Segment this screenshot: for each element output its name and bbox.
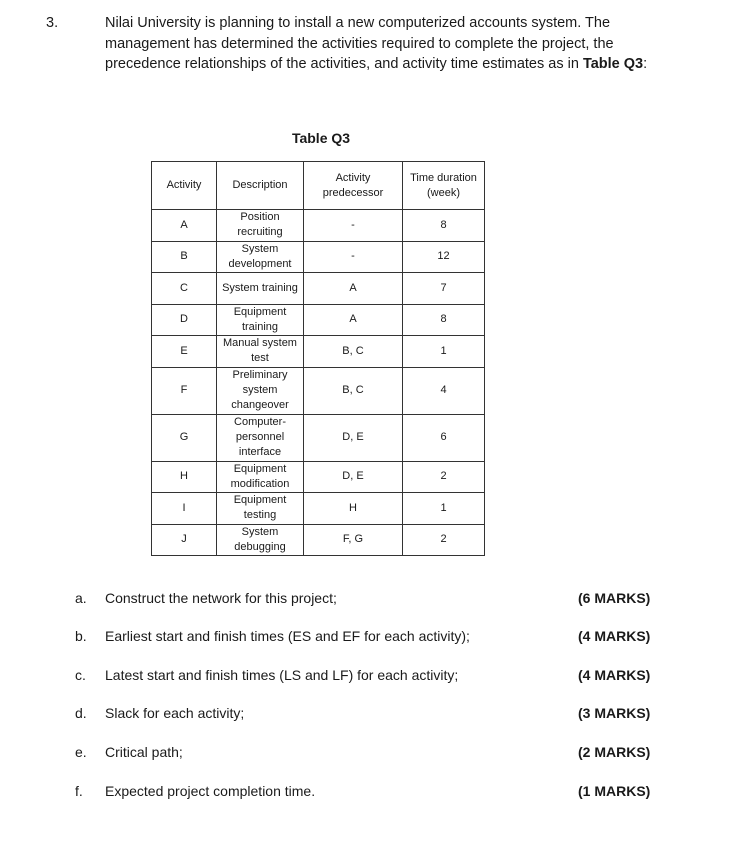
intro-end: : [643, 56, 648, 72]
cell-duration: 2 [403, 524, 485, 556]
cell-predecessor: A [304, 273, 403, 305]
activity-table [151, 161, 485, 556]
subquestion-d [0, 705, 750, 725]
subquestion-marks: (2 MARKS) [578, 744, 651, 760]
cell-description: Preliminary system changeover [217, 367, 304, 414]
cell-activity: C [152, 273, 217, 305]
cell-duration: 4 [403, 367, 485, 414]
subquestion-marks: (3 MARKS) [578, 705, 651, 721]
subquestion-marks: (1 MARKS) [578, 783, 651, 799]
subquestion-c [0, 667, 750, 687]
header-duration: Time duration (week) [403, 162, 485, 210]
cell-predecessor: B, C [304, 336, 403, 368]
subquestion-e [0, 744, 750, 764]
subquestion-marks: (4 MARKS) [578, 667, 651, 683]
table-row [152, 524, 485, 556]
table-row [152, 461, 485, 493]
cell-duration: 1 [403, 493, 485, 525]
table-row [152, 336, 485, 368]
cell-predecessor: F, G [304, 524, 403, 556]
cell-description: System training [217, 273, 304, 305]
cell-activity: I [152, 493, 217, 525]
cell-activity: A [152, 210, 217, 242]
subquestion-text: Latest start and finish times (LS and LF) for each activity; [105, 667, 459, 683]
table-row [152, 273, 485, 305]
cell-activity: G [152, 414, 217, 461]
cell-predecessor: H [304, 493, 403, 525]
subquestion-a [0, 590, 750, 610]
cell-description: Computer-personnel interface [217, 414, 304, 461]
cell-description: Equipment testing [217, 493, 304, 525]
cell-predecessor: - [304, 210, 403, 242]
cell-duration: 6 [403, 414, 485, 461]
question-intro [105, 13, 660, 75]
intro-text: Nilai University is planning to install a new computerized accounts system. The management has determined the activities required to complete the project, the precedence relationships of the activities, and activity time estimates as in [105, 15, 614, 72]
subquestion-letter: a. [75, 590, 87, 606]
table-title: Table Q3 [291, 130, 351, 146]
header-predecessor: Activity predecessor [304, 162, 403, 210]
cell-description: Position recruiting [217, 210, 304, 242]
cell-duration: 8 [403, 210, 485, 242]
table-header-row [152, 162, 485, 210]
cell-description: Equipment training [217, 304, 304, 336]
cell-description: Equipment modification [217, 461, 304, 493]
cell-activity: J [152, 524, 217, 556]
subquestion-letter: f. [75, 783, 83, 799]
subquestion-b [0, 628, 750, 648]
cell-duration: 8 [403, 304, 485, 336]
cell-predecessor: B, C [304, 367, 403, 414]
subquestion-text: Expected project completion time. [105, 783, 316, 799]
subquestion-letter: c. [75, 667, 86, 683]
subquestion-text: Critical path; [105, 744, 183, 760]
subquestion-marks: (6 MARKS) [578, 590, 651, 606]
header-activity: Activity [152, 162, 217, 210]
subquestion-letter: b. [75, 628, 87, 644]
table-row [152, 414, 485, 461]
question-number: 3. [46, 15, 59, 31]
cell-predecessor: A [304, 304, 403, 336]
header-description: Description [217, 162, 304, 210]
cell-description: System development [217, 241, 304, 273]
table-row [152, 210, 485, 242]
cell-duration: 7 [403, 273, 485, 305]
cell-duration: 2 [403, 461, 485, 493]
cell-activity: D [152, 304, 217, 336]
cell-description: Manual system test [217, 336, 304, 368]
subquestion-text: Construct the network for this project; [105, 590, 337, 606]
cell-predecessor: - [304, 241, 403, 273]
table-row [152, 304, 485, 336]
subquestion-text: Earliest start and finish times (ES and EF for each activity); [105, 628, 470, 644]
cell-duration: 12 [403, 241, 485, 273]
cell-predecessor: D, E [304, 414, 403, 461]
cell-predecessor: D, E [304, 461, 403, 493]
intro-table-ref: Table Q3 [582, 56, 644, 72]
subquestion-letter: e. [75, 744, 87, 760]
cell-activity: B [152, 241, 217, 273]
cell-activity: F [152, 367, 217, 414]
table-row [152, 367, 485, 414]
cell-description: System debugging [217, 524, 304, 556]
subquestion-f [0, 783, 750, 803]
table-row [152, 241, 485, 273]
table-row [152, 493, 485, 525]
subquestion-marks: (4 MARKS) [578, 628, 651, 644]
subquestion-letter: d. [75, 705, 87, 721]
cell-activity: E [152, 336, 217, 368]
subquestion-text: Slack for each activity; [105, 705, 245, 721]
cell-activity: H [152, 461, 217, 493]
cell-duration: 1 [403, 336, 485, 368]
